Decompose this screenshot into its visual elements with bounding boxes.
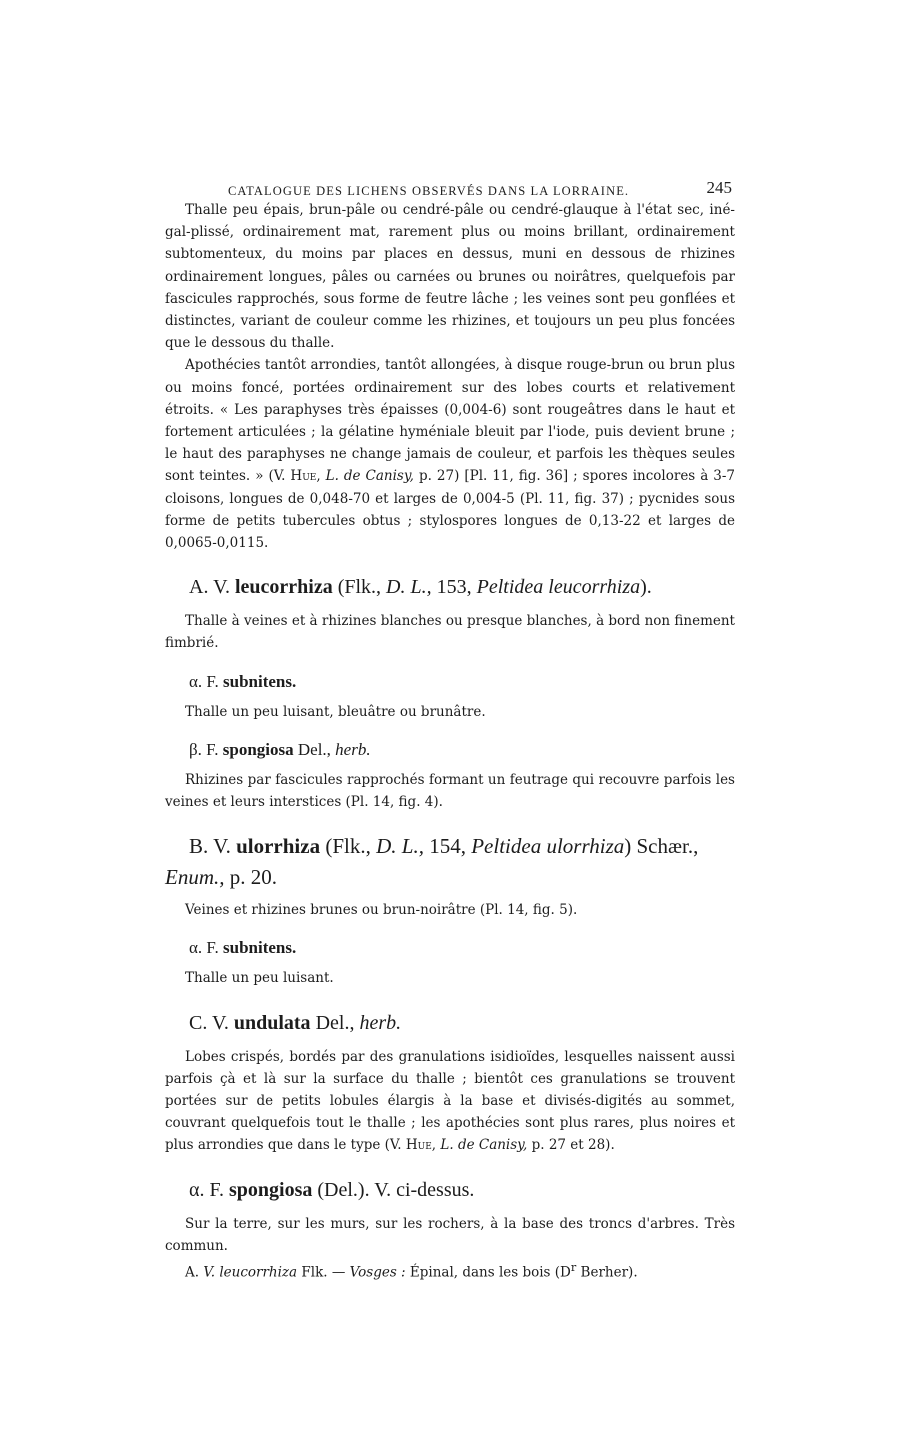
heading-form-c-alpha: α. F. spongiosa (Del.). V. ci-dessus. [189, 1178, 475, 1201]
author-hue: Hue [290, 468, 317, 485]
heading-form-a-beta: β. F. spongiosa Del., herb. [189, 739, 371, 759]
heading-form-b-alpha: α. F. subnitens. [189, 938, 297, 958]
running-title: CATALOGUE DES LICHENS OBSERVÉS DANS LA LORRAINE. [228, 184, 630, 198]
description-variety-b: Veines et rhizines brunes ou brun-noirâtre (Pl. 14, fig. 5). [185, 902, 578, 919]
paragraph-thalle: Thalle peu épais, brun-pâle ou cendré-pâle ou cendré-glauque à l'état sec, iné-gal-plissé, ordinairement mat, rarement plus ou moins brillant, ordinairement subtomenteux, du moins par places en dessus, muni en dessous de rhizines ordinairement longues, pâles ou carnées ou brunes ou noirâtres, quelquefois par fascicules rapprochés, sous forme de feutre lâche ; les veines sont peu gonflées et distinctes, variant de couleur comme les rhizines, et toujours un peu plus foncées que le dessous du thalle. [165, 202, 735, 352]
locality-line: A. V. leucorrhiza Flk. — Vosges : Épinal, dans les bois ($D^r$ Berher). [185, 1261, 638, 1281]
heading-variety-a: A. V. leucorrhiza (Flk., D. L., 153, Peltidea leucorrhiza). [189, 576, 652, 599]
description-form-a-beta: Rhizines par fascicules rapprochés formant un feutrage qui recouvre parfois les veines et leurs interstices (Pl. 14, fig. 4). [165, 771, 735, 811]
synonym: Peltidea leucorrhiza [476, 576, 641, 599]
page-number: 245 [706, 178, 732, 197]
description-form-a-alpha: Thalle un peu luisant, bleuâtre ou brunâtre. [185, 703, 486, 720]
taxon-name: leucorrhiza [234, 576, 333, 599]
heading-variety-b: B. V. ulorrhiza (Flk., D. L., 154, Peltidea ulorrhiza) Schær., Enum., p. 20. [165, 834, 699, 890]
running-head [165, 172, 735, 202]
description-form-b-alpha: Thalle un peu luisant. [185, 970, 334, 987]
citation-canisy: L. de Canisy, [325, 468, 414, 485]
page-body [165, 172, 735, 1284]
heading-variety-c: C. V. undulata Del., herb. [189, 1011, 402, 1034]
paragraph-apothecies: Apothécies tantôt arrondies, tantôt allongées, à disque rouge-brun ou brun plus ou moins foncé, portées ordinairement sur des lobes courts et relativement étroits. « Les paraphyses très épaisses (0,004-6) sont rougeâtres dans le haut et fortement articulées ; la gélatine hyméniale bleuit par l'iode, puis devient brune ; le haut des paraphyses ne change jamais de couleur, et parfois les thèques seules sont teintes. » (V. Hue, L. de Canisy, p. 27) [Pl. 11, fig. 36] ; spores incolores à 3-7 cloisons, longues de 0,048-70 et larges de 0,004-5 (Pl. 11, fig. 37) ; pycnides sous forme de petits tubercules obtus ; stylospores longues de 0,13-22 et larges de 0,0065-0,0115. [165, 357, 736, 552]
habitat-text: Sur la terre, sur les murs, sur les rochers, à la base des troncs d'arbres. Très commun. [165, 1215, 735, 1254]
description-variety-a: Thalle à veines et à rhizines blanches ou presque blanches, à bord non finement fimbrié. [165, 613, 735, 652]
description-variety-c: Lobes crispés, bordés par des granulations isidioïdes, lesquelles naissent aussi parfois çà et là sur la surface du thalle ; bientôt ces granulations se trouvent portées sur de petits lobules élargis à la base et divisés-digités au sommet, couvrant quelquefois tout le thalle ; les apothécies sont plus rares, plus noires et plus arrondies que dans le type (V. Hue, L. de Canisy, p. 27 et 28). [165, 1048, 735, 1154]
heading-form-a-alpha: α. F. subnitens. [189, 671, 297, 691]
